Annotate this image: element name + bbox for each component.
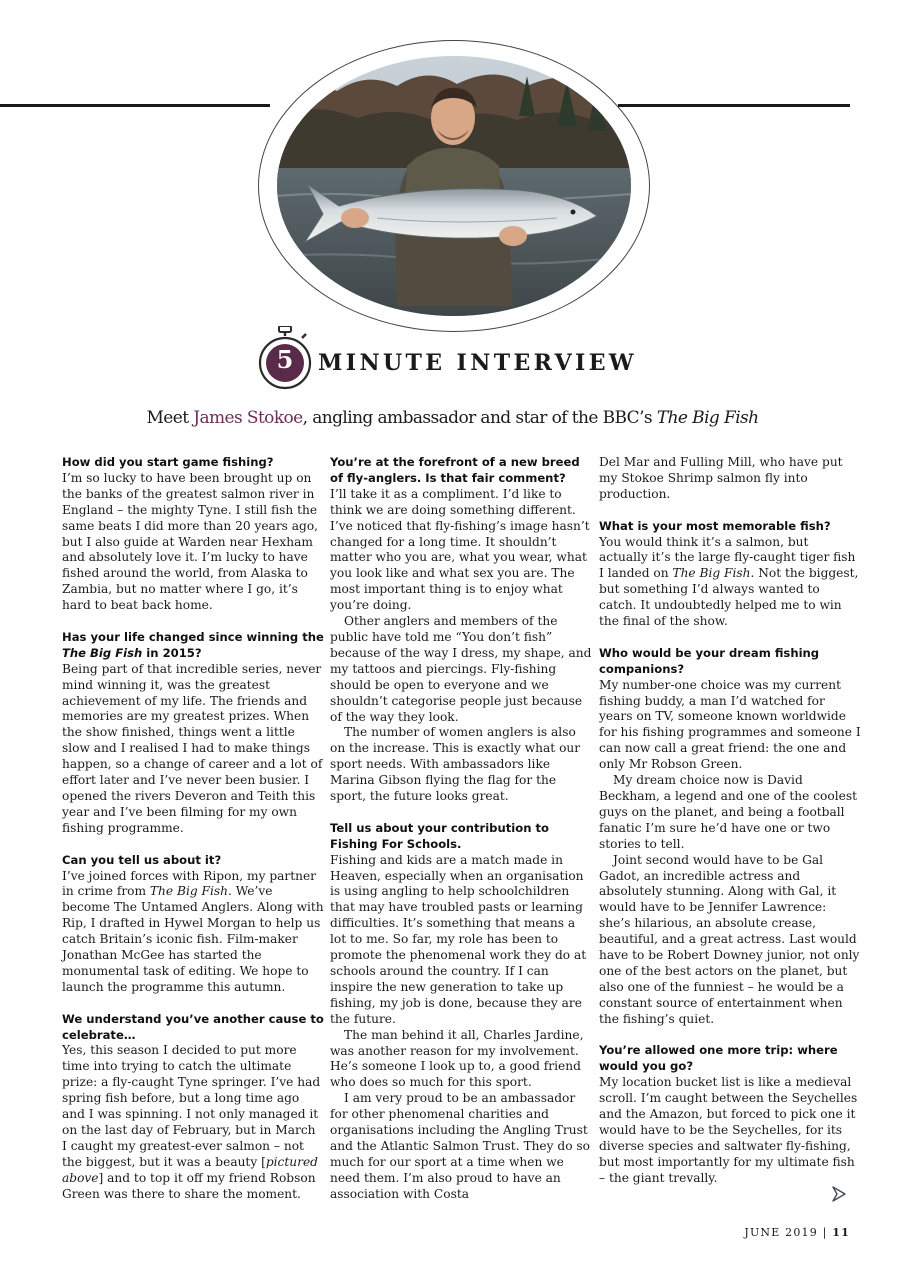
- question: You’re at the forefront of a new breed of fly-anglers. Is that fair comment?: [330, 455, 580, 485]
- answer: You would think it’s a salmon, but actually it’s the large fly-caught tiger fish I landed on The Big Fish. Not the biggest, but something I’d always wanted to catch. It undoubtedly helped me to win the final of the show.: [599, 534, 859, 629]
- answer: I’ll take it as a compliment. I’d like to think we are doing something different. I’ve noticed that fly-fishing’s image hasn’t changed for a long time. It shouldn’t matter who you are, what you wear, what you look like and what sex you are. The most important thing is to enjoy what you’re doing.: [330, 486, 590, 613]
- answer: Other anglers and members of the public have told me “You don’t fish” because of the way I dress, my shape, and my tattoos and piercings. Fly-fishing should be open to everyone and we shouldn’t categorise people just because of the way they look.: [330, 614, 592, 724]
- answer: I’ve joined forces with Ripon, my partner in crime from The Big Fish. We’ve become The Untamed Anglers. Along with Rip, I drafted in Hywel Morgan to help us catch Britain’s iconic fish. Film-maker Jonathan McGee has started the monumental task of editing. We hope to launch the programme this autumn.: [62, 868, 324, 994]
- question: Who would be your dream fishing companions?: [599, 645, 820, 676]
- page-number: 11: [832, 1226, 850, 1239]
- standfirst-prefix: Meet: [146, 408, 194, 428]
- answer: My number-one choice was my current fishing buddy, a man I’d watched for years on TV, someone known worldwide for his fishing programmes and someone I can now call a great friend: the one and only Mr Robson Green.: [599, 677, 861, 772]
- answer: My location bucket list is like a medieval scroll. I’m caught between the Seychelles and the Amazon, but forced to pick one it would have to be the Seychelles, for its diverse species and saltwater fly-fishing, but most importantly for my ultimate fish – the giant trevally.: [599, 1075, 858, 1185]
- interviewee-name: James Stokoe: [193, 408, 303, 428]
- answer: Joint second would have to be Gal Gadot, an incredible actress and absolutely stunning. Along with Gal, it would have to be Jennifer Lawrence: she’s hilarious, an absolute crease, beautiful, and a great actress. Last would have to be Robert Downey junior, not only one of the best actors on the planet, but also one of the funniest – he would be a constant source of entertainment when the fishing’s quiet.: [599, 852, 860, 1026]
- standfirst: [0, 408, 905, 428]
- salmon-angler-illustration: [277, 56, 631, 316]
- section-title: MINUTE INTERVIEW: [318, 350, 638, 376]
- page-footer: [700, 1226, 850, 1239]
- question: What is your most memorable fish?: [599, 518, 831, 533]
- answer: Being part of that incredible series, never mind winning it, was the greatest achievement of my life. The friends and memories are my greatest prizes. When the show finished, things went a little slow and I realised I had to make things happen, so a change of career and a lot of effort later and I’ve never been busier. I opened the rivers Deveron and Teith this year and I’ve been filming for my own fishing programme.: [62, 661, 323, 835]
- question: Tell us about your contribution to Fishing For Schools.: [330, 820, 550, 851]
- answer: Fishing and kids are a match made in Heaven, especially when an organisation is using angling to help schoolchildren that may have troubled pasts or learning difficulties. It’s something that means a lot to me. So far, my role has been to promote the phenomenal work they do at schools around the country. If I can inspire the new generation to take up fishing, my job is done, because they are the future.: [330, 852, 587, 1026]
- badge-number: 5: [276, 345, 294, 374]
- footer-separator: |: [822, 1226, 828, 1239]
- question: How did you start game fishing?: [62, 455, 274, 469]
- column-1: [62, 455, 324, 1203]
- answer: My dream choice now is David Beckham, a legend and one of the coolest guys on the planet, and being a football fanatic I’m sure he’d have one or two stories to tell.: [599, 773, 857, 851]
- header-rule-left: [0, 104, 270, 107]
- question: You’re allowed one more trip: where would you go?: [599, 1043, 838, 1074]
- question: Can you tell us about it?: [62, 852, 222, 867]
- header-rule-right: [618, 104, 850, 107]
- continue-arrow-icon: [832, 1186, 846, 1202]
- column-2: [330, 455, 592, 1203]
- standfirst-middle: , angling ambassador and star of the BBC’s: [302, 408, 657, 428]
- answer: The number of women anglers is also on the increase. This is exactly what our sport needs. With ambassadors like Marina Gibson flying the flag for the sport, the future looks great.: [330, 725, 581, 804]
- show-title: The Big Fish: [656, 408, 759, 428]
- question: Has your life changed since winning the The Big Fish in 2015?: [62, 629, 324, 660]
- answer: I’m so lucky to have been brought up on the banks of the greatest salmon river in England – the mighty Tyne. I still fish the same beats I did more than 20 years ago, but I also guide at Warden near Hexham and absolutely love it. I’m lucky to have fished around the world, from Alaska to Zambia, but no matter where I go, it’s hard to beat back home.: [62, 470, 319, 613]
- answer: Del Mar and Fulling Mill, who have put my Stokoe Shrimp salmon fly into production.: [599, 455, 843, 501]
- feature-photo: [277, 56, 631, 316]
- question: We understand you’ve another cause to celebrate…: [62, 1011, 324, 1042]
- answer: I am very proud to be an ambassador for other phenomenal charities and organisations including the Angling Trust and the Atlantic Salmon Trust. They do so much for our sport at a time when we need them. I’m also proud to have an association with Costa: [330, 1091, 591, 1201]
- answer: The man behind it all, Charles Jardine, was another reason for my involvement. He’s someone I look up to, a good friend who does so much for this sport.: [330, 1027, 584, 1090]
- issue-date: JUNE 2019: [744, 1226, 818, 1239]
- answer: Yes, this season I decided to put more time into trying to catch the ultimate prize: a fly-caught Tyne springer. I’ve had spring fish before, but a long time ago and I was spinning. I not only managed it on the last day of February, but in March I caught my greatest-ever salmon – not the biggest, but it was a beauty [pictured above] and to top it off my friend Robson Green was there to share the moment.: [62, 1043, 321, 1201]
- column-3: [599, 455, 861, 1187]
